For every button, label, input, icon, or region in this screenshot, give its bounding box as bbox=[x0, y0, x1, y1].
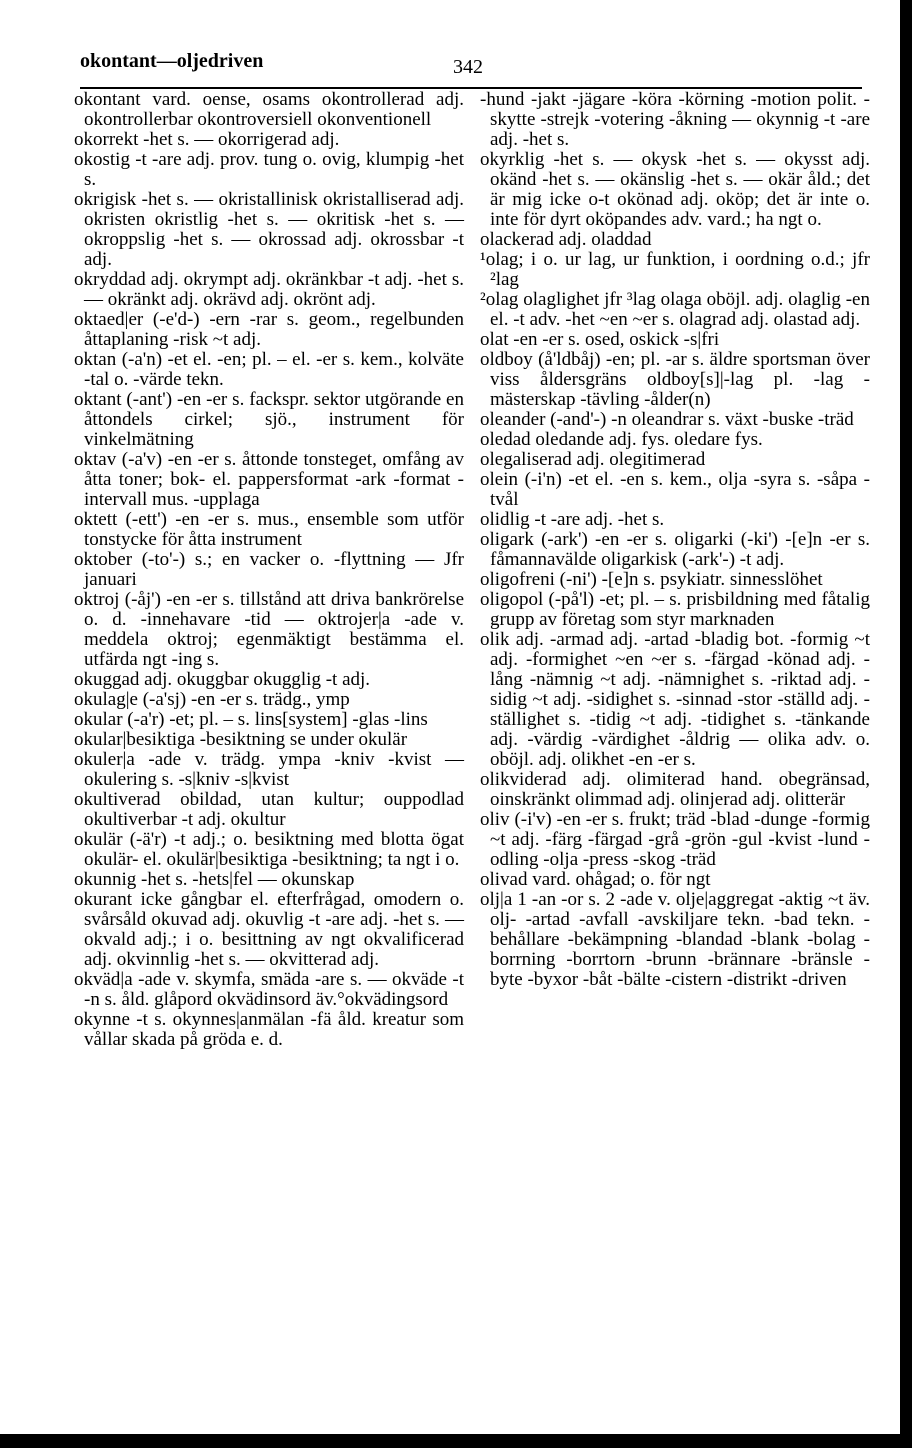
scan-border-right bbox=[900, 0, 912, 1448]
dictionary-entry: oledad oledande adj. fys. oledare fys. bbox=[480, 429, 763, 450]
dictionary-entry: olat -en -er s. osed, oskick -s|fri bbox=[480, 329, 720, 350]
dictionary-entry: ¹olag; i o. ur lag, ur funktion, i oordning o.d.; jfr ²lag bbox=[480, 249, 870, 290]
dictionary-entry: okyrklig -het s. — okysk -het s. — okysst adj. okänd -het s. — okänslig -het s. — okär åld.; det är mig icke o-t okönad adj. oköp; det är inte o. inte för dyrt oköpandes adv. vard.; ha ngt o. bbox=[480, 149, 870, 230]
dictionary-entry: okultiverad obildad, utan kultur; ouppodlad okultiverbar -t adj. okultur bbox=[74, 789, 464, 830]
dictionary-entry: okulag|e (-a'sj) -en -er s. trädg., ymp bbox=[74, 689, 350, 710]
dictionary-entry: okurant icke gångbar el. efterfrågad, omodern o. svårsåld okuvad adj. okuvlig -t -are adj. -het s. — okvald adj.; i o. besittning av ngt okvalificerad adj. okvinnlig -het s. — okvitterad adj. bbox=[74, 889, 464, 970]
dictionary-entry: olivad vard. ohågad; o. för ngt bbox=[480, 869, 711, 890]
scan-border-bottom bbox=[0, 1434, 912, 1448]
dictionary-entry: okrigisk -het s. — okristallinisk okristalliserad adj. okristen okristlig -het s. — okritisk -het s. — okroppslig -het s. — okrossad adj. okrossbar -t adj. bbox=[74, 189, 464, 270]
dictionary-entry: oktett (-ett') -en -er s. mus., ensemble som utför tonstycke för åtta instrument bbox=[74, 509, 464, 550]
dictionary-entry: ²olag olaglighet jfr ³lag olaga oböjl. adj. olaglig -en el. -t adv. -het ~en ~er s. olagrad adj. olastad adj. bbox=[480, 289, 870, 330]
page-header bbox=[80, 50, 862, 80]
dictionary-entry: okynne -t s. okynnes|anmälan -fä åld. kreatur som vållar skada på gröda e. d. bbox=[74, 1009, 464, 1050]
dictionary-entry: olik adj. -armad adj. -artad -bladig bot. -formig ~t adj. -formighet ~en ~er s. -färgad -könad adj. -lång -nämnig ~t adj. -nämnighet s. -riktad adj. -sidig ~t adj. -sidighet s. -sinnad -stor -ställd adj. -ställighet s. -tidig ~t adj. -tidighet s. -tänkande adj. -värdig -värdighet -åldrig — olika adv. o. oböjl. adj. olikhet -en -er s. bbox=[480, 629, 870, 770]
dictionary-entry: okväd|a -ade v. skymfa, smäda -are s. — okväde -t -n s. åld. glåpord okvädinsord äv.°okvädingsord bbox=[74, 969, 464, 1010]
dictionary-entry: okorrekt -het s. — okorrigerad adj. bbox=[74, 129, 340, 150]
dictionary-entry: okular (-a'r) -et; pl. – s. lins[system] -glas -lins bbox=[74, 709, 428, 730]
dictionary-entry: oktav (-a'v) -en -er s. åttonde tonsteget, omfång av åtta toner; bok- el. pappersformat -ark -format -intervall mus. -upplaga bbox=[74, 449, 464, 510]
guide-words: okontant—oljedriven bbox=[80, 50, 264, 72]
dictionary-entry: -hund -jakt -jägare -köra -körning -motion polit. -skytte -strejk -votering -åkning — okynnig -t -are adj. -het s. bbox=[480, 89, 870, 150]
dictionary-entry: okular|besiktiga -besiktning se under okulär bbox=[74, 729, 408, 750]
dictionary-entry: oldboy (å'ldbåj) -en; pl. -ar s. äldre sportsman över viss åldersgräns oldboy[s]|-lag pl. -lag -mästerskap -tävling -ålder(n) bbox=[480, 349, 870, 410]
dictionary-entry: okryddad adj. okrympt adj. okränkbar -t adj. -het s. — okränkt adj. okrävd adj. okrönt adj. bbox=[74, 269, 464, 310]
dictionary-entry: oligopol (-på'l) -et; pl. – s. prisbildning med fåtalig grupp av företag som styr marknaden bbox=[480, 589, 870, 630]
dictionary-entry: olj|a 1 -an -or s. 2 -ade v. olje|aggregat -aktig ~t äv. olj- -artad -avfall -avskiljare tekn. -bad tekn. -behållare -bekämpning -blandad -blank -bolag -borrning -borrtorn -brunn -brännare -bränsle -byte -byxor -båt -bälte -cistern -distrikt -driven bbox=[480, 889, 870, 990]
dictionary-entry: oliv (-i'v) -en -er s. frukt; träd -blad -dunge -formig ~t adj. -färg -färgad -grå -grön -gul -kvist -lund -odling -olja -press -skog -träd bbox=[480, 809, 870, 870]
dictionary-entry: olegaliserad adj. olegitimerad bbox=[480, 449, 706, 470]
dictionary-entry: okunnig -het s. -hets|fel — okunskap bbox=[74, 869, 355, 890]
dictionary-entry: okulär (-ä'r) -t adj.; o. besiktning med blotta ögat okulär- el. okulär|besiktiga -besiktning; ta ngt i o. bbox=[74, 829, 464, 870]
dictionary-entry: olein (-i'n) -et el. -en s. kem., olja -syra s. -såpa -tvål bbox=[480, 469, 870, 510]
dictionary-entry: oktaed|er (-e'd-) -ern -rar s. geom., regelbunden åttaplaning -risk ~t adj. bbox=[74, 309, 464, 350]
dictionary-entry: oktober (-to'-) s.; en vacker o. -flyttning — Jfr januari bbox=[74, 549, 464, 590]
dictionary-entry: okuler|a -ade v. trädg. ympa -kniv -kvist — okulering s. -s|kniv -s|kvist bbox=[74, 749, 464, 790]
dictionary-entry: oktroj (-åj') -en -er s. tillstånd att driva bankrörelse o. d. -innehavare -tid — oktrojer|a -ade v. meddela oktroj; egenmäktigt bestämma el. utfärda ngt -ing s. bbox=[74, 589, 464, 670]
right-column bbox=[480, 90, 870, 990]
dictionary-entry: okostig -t -are adj. prov. tung o. ovig, klumpig -het s. bbox=[74, 149, 464, 190]
dictionary-entry: okontant vard. oense, osams okontrollerad adj. okontrollerbar okontroversiell okonventionell bbox=[74, 89, 464, 130]
dictionary-entry: oktan (-a'n) -et el. -en; pl. – el. -er s. kem., kolväte -tal o. -värde tekn. bbox=[74, 349, 464, 390]
dictionary-entry: oleander (-and'-) -n oleandrar s. växt -buske -träd bbox=[480, 409, 854, 430]
dictionary-entry: oktant (-ant') -en -er s. fackspr. sektor utgörande en åttondels cirkel; sjö., instrument för vinkelmätning bbox=[74, 389, 464, 450]
page-number: 342 bbox=[453, 56, 483, 78]
left-column bbox=[74, 90, 464, 1050]
dictionary-entry: oligofreni (-ni') -[e]n s. psykiatr. sinnesslöhet bbox=[480, 569, 823, 590]
dictionary-entry: olackerad adj. oladdad bbox=[480, 229, 652, 250]
dictionary-entry: olikviderad adj. olimiterad hand. obegränsad, oinskränkt olimmad adj. olinjerad adj. olitterär bbox=[480, 769, 870, 810]
dictionary-entry: olidlig -t -are adj. -het s. bbox=[480, 509, 665, 530]
dictionary-entry: oligark (-ark') -en -er s. oligarki (-ki') -[e]n -er s. fåmannavälde oligarkisk (-ark'-) -t adj. bbox=[480, 529, 870, 570]
dictionary-entry: okuggad adj. okuggbar okugglig -t adj. bbox=[74, 669, 371, 690]
